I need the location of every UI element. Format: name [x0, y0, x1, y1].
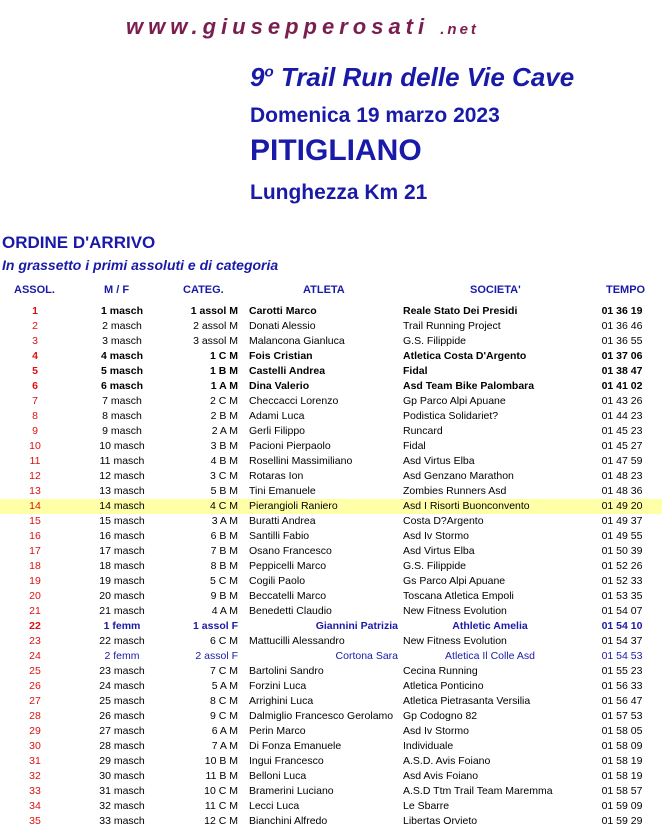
cell-categ: 8 C M	[209, 695, 238, 707]
cell-categ: 2 A M	[211, 425, 238, 437]
cell-atleta: Di Fonza Emanuele	[249, 740, 342, 752]
cell-tempo: 01 43 26	[601, 395, 643, 407]
table-row	[0, 319, 662, 334]
event-length: Lunghezza Km 21	[250, 181, 428, 204]
cell-tempo: 01 45 27	[601, 440, 643, 452]
cell-mf: 30 masch	[99, 770, 145, 782]
table-header	[0, 284, 662, 299]
cell-societa: Asd Genzano Marathon	[403, 470, 514, 482]
cell-atleta: Benedetti Claudio	[249, 605, 332, 617]
col-atleta: ATLETA	[303, 284, 345, 296]
cell-mf: 5 masch	[100, 365, 144, 377]
cell-mf: 22 masch	[99, 635, 145, 647]
cell-societa: G.S. Filippide	[403, 560, 467, 572]
cell-tempo: 01 37 06	[601, 350, 643, 362]
cell-atleta: Belloni Luca	[249, 770, 307, 782]
table-row	[0, 544, 662, 559]
cell-atleta: Donati Alessio	[249, 320, 316, 332]
event-place: PITIGLIANO	[250, 134, 422, 167]
cell-assol: 34	[29, 800, 41, 812]
cell-assol: 8	[32, 410, 38, 422]
cell-tempo: 01 47 59	[601, 455, 643, 467]
cell-societa: New Fitness Evolution	[403, 605, 507, 617]
cell-mf: 1 masch	[100, 305, 144, 317]
cell-assol: 15	[29, 515, 41, 527]
cell-categ: 2 assol F	[195, 650, 238, 662]
cell-tempo: 01 54 07	[601, 605, 643, 617]
cell-atleta: Beccatelli Marco	[249, 590, 327, 602]
cell-mf: 20 masch	[99, 590, 145, 602]
cell-mf: 10 masch	[99, 440, 145, 452]
cell-assol: 23	[29, 635, 41, 647]
results-table	[0, 304, 662, 829]
cell-atleta: Dalmiglio Francesco Gerolamo	[249, 710, 394, 722]
cell-categ: 4 A M	[211, 605, 238, 617]
cell-assol: 19	[29, 575, 41, 587]
cell-categ: 7 C M	[209, 665, 238, 677]
cell-societa: Reale Stato Dei Presidi	[403, 305, 518, 317]
cell-societa: Gp Parco Alpi Apuane	[403, 395, 506, 407]
cell-mf: 19 masch	[99, 575, 145, 587]
cell-assol: 17	[29, 545, 41, 557]
cell-mf: 23 masch	[99, 665, 145, 677]
cell-atleta: Arrighini Luca	[249, 695, 314, 707]
cell-societa: A.S.D. Avis Foiano	[403, 755, 491, 767]
cell-mf: 28 masch	[99, 740, 145, 752]
cell-tempo: 01 56 33	[601, 680, 643, 692]
col-tempo: TEMPO	[606, 284, 646, 296]
cell-societa: Asd Iv Stormo	[403, 530, 469, 542]
cell-assol: 21	[29, 605, 41, 617]
cell-tempo: 01 59 29	[601, 815, 643, 827]
cell-categ: 3 C M	[209, 470, 238, 482]
cell-categ: 6 B M	[210, 530, 238, 542]
cell-societa: Costa D?Argento	[403, 515, 484, 527]
cell-atleta: Bartolini Sandro	[249, 665, 324, 677]
table-row	[0, 559, 662, 574]
cell-assol: 24	[29, 650, 41, 662]
cell-societa: Gp Codogno 82	[403, 710, 478, 722]
cell-tempo: 01 58 05	[601, 725, 643, 737]
cell-assol: 1	[32, 305, 38, 317]
cell-tempo: 01 41 02	[601, 380, 643, 392]
table-row	[0, 694, 662, 709]
cell-atleta: Ingui Francesco	[249, 755, 324, 767]
cell-mf: 9 masch	[102, 425, 142, 437]
cell-mf: 2 masch	[102, 320, 142, 332]
cell-assol: 18	[29, 560, 41, 572]
table-row	[0, 364, 662, 379]
cell-mf: 17 masch	[99, 545, 145, 557]
cell-tempo: 01 48 36	[601, 485, 643, 497]
cell-tempo: 01 54 37	[601, 635, 643, 647]
cell-tempo: 01 52 26	[601, 560, 643, 572]
cell-tempo: 01 59 09	[601, 800, 643, 812]
site-url[interactable]	[126, 14, 479, 40]
event-date: Domenica 19 marzo 2023	[250, 104, 500, 127]
cell-tempo: 01 54 53	[601, 650, 643, 662]
cell-categ: 10 C M	[204, 785, 238, 797]
cell-societa: Asd Team Bike Palombara	[403, 380, 535, 392]
cell-tempo: 01 49 20	[601, 500, 643, 512]
cell-tempo: 01 45 23	[601, 425, 643, 437]
table-row	[0, 424, 662, 439]
cell-societa: Atletica Pietrasanta Versilia	[403, 695, 531, 707]
cell-atleta: Cortona Sara	[335, 650, 398, 662]
cell-tempo: 01 56 47	[601, 695, 643, 707]
cell-atleta: Dina Valerio	[249, 380, 310, 392]
cell-mf: 13 masch	[99, 485, 145, 497]
table-row	[0, 709, 662, 724]
cell-societa: Asd I Risorti Buonconvento	[403, 500, 530, 512]
cell-atleta: Malancona Gianluca	[249, 335, 345, 347]
cell-mf: 29 masch	[99, 755, 145, 767]
cell-atleta: Lecci Luca	[249, 800, 300, 812]
cell-categ: 1 A M	[210, 380, 238, 392]
cell-atleta: Giannini Patrizia	[315, 620, 398, 632]
table-row	[0, 334, 662, 349]
cell-societa: Individuale	[403, 740, 454, 752]
cell-tempo: 01 53 35	[601, 590, 643, 602]
cell-categ: 10 B M	[204, 755, 238, 767]
cell-societa: A.S.D Ttm Trail Team Maremma	[403, 785, 553, 797]
table-row	[0, 304, 662, 319]
cell-categ: 3 B M	[210, 440, 238, 452]
cell-societa: Athletic Amelia	[452, 620, 528, 632]
cell-atleta: Forzini Luca	[249, 680, 307, 692]
cell-assol: 26	[29, 680, 41, 692]
cell-societa: G.S. Filippide	[403, 335, 467, 347]
cell-societa: Atletica Costa D'Argento	[403, 350, 527, 362]
cell-categ: 5 C M	[209, 575, 238, 587]
cell-atleta: Perin Marco	[249, 725, 306, 737]
table-row	[0, 664, 662, 679]
col-societa: SOCIETA'	[470, 284, 521, 296]
cell-categ: 4 B M	[210, 455, 238, 467]
cell-mf: 6 masch	[100, 380, 144, 392]
cell-assol: 12	[29, 470, 41, 482]
cell-categ: 5 B M	[210, 485, 238, 497]
table-row	[0, 484, 662, 499]
table-row	[0, 379, 662, 394]
cell-mf: 12 masch	[99, 470, 145, 482]
cell-mf: 21 masch	[99, 605, 145, 617]
cell-societa: Toscana Atletica Empoli	[403, 590, 514, 602]
table-row	[0, 349, 662, 364]
cell-societa: Asd Iv Stormo	[403, 725, 469, 737]
table-row	[0, 769, 662, 784]
cell-categ: 3 assol M	[193, 335, 238, 347]
table-row	[0, 799, 662, 814]
cell-mf: 14 masch	[99, 500, 145, 512]
cell-mf: 26 masch	[99, 710, 145, 722]
cell-assol: 22	[29, 620, 41, 632]
table-row	[0, 574, 662, 589]
cell-atleta: Rotaras Ion	[249, 470, 304, 482]
cell-assol: 31	[29, 755, 41, 767]
cell-societa: Fidal	[403, 440, 426, 452]
cell-atleta: Bianchini Alfredo	[249, 815, 328, 827]
cell-assol: 9	[32, 425, 38, 437]
cell-mf: 24 masch	[99, 680, 145, 692]
cell-mf: 16 masch	[99, 530, 145, 542]
cell-atleta: Fois Cristian	[249, 350, 313, 362]
cell-atleta: Cogili Paolo	[249, 575, 306, 587]
col-assol: ASSOL.	[14, 284, 55, 296]
cell-assol: 10	[29, 440, 41, 452]
cell-tempo: 01 36 19	[601, 305, 643, 317]
table-row	[0, 529, 662, 544]
cell-tempo: 01 55 23	[601, 665, 643, 677]
cell-categ: 4 C M	[209, 500, 238, 512]
cell-tempo: 01 58 19	[601, 755, 643, 767]
cell-categ: 1 assol M	[190, 305, 238, 317]
section-heading: ORDINE D'ARRIVO	[2, 233, 156, 252]
cell-mf: 11 masch	[99, 455, 145, 467]
cell-tempo: 01 49 37	[601, 515, 643, 527]
cell-societa: New Fitness Evolution	[403, 635, 507, 647]
cell-tempo: 01 50 39	[601, 545, 643, 557]
cell-atleta: Buratti Andrea	[249, 515, 316, 527]
title-text: Trail Run delle Vie Cave	[273, 62, 575, 92]
cell-atleta: Checcacci Lorenzo	[249, 395, 339, 407]
cell-societa: Atletica Ponticino	[403, 680, 484, 692]
table-row	[0, 499, 662, 514]
cell-mf: 2 femm	[104, 650, 140, 662]
cell-categ: 1 C M	[209, 350, 238, 362]
cell-atleta: Peppicelli Marco	[249, 560, 327, 572]
cell-categ: 2 C M	[209, 395, 238, 407]
table-row	[0, 619, 662, 634]
cell-societa: Libertas Orvieto	[403, 815, 478, 827]
cell-assol: 28	[29, 710, 41, 722]
col-mf: M / F	[104, 284, 130, 296]
cell-categ: 2 assol M	[193, 320, 238, 332]
cell-atleta: Castelli Andrea	[249, 365, 326, 377]
cell-assol: 30	[29, 740, 41, 752]
cell-categ: 3 A M	[211, 515, 238, 527]
cell-categ: 12 C M	[204, 815, 238, 827]
cell-atleta: Carotti Marco	[249, 305, 317, 317]
cell-categ: 6 A M	[211, 725, 238, 737]
cell-categ: 6 C M	[209, 635, 238, 647]
site-name: www.giusepperosati	[126, 14, 430, 39]
cell-assol: 20	[29, 590, 41, 602]
cell-tempo: 01 44 23	[601, 410, 643, 422]
cell-categ: 7 A M	[211, 740, 238, 752]
cell-assol: 32	[29, 770, 41, 782]
cell-assol: 5	[32, 365, 38, 377]
cell-societa: Zombies Runners Asd	[403, 485, 507, 497]
cell-assol: 6	[32, 380, 38, 392]
cell-assol: 25	[29, 665, 41, 677]
cell-societa: Asd Avis Foiano	[403, 770, 479, 782]
table-row	[0, 784, 662, 799]
cell-mf: 18 masch	[99, 560, 145, 572]
title-ordinal: o	[264, 63, 274, 81]
table-row	[0, 514, 662, 529]
cell-categ: 1 assol F	[193, 620, 238, 632]
cell-assol: 16	[29, 530, 41, 542]
cell-tempo: 01 36 55	[601, 335, 643, 347]
cell-assol: 13	[29, 485, 41, 497]
cell-societa: Cecina Running	[403, 665, 478, 677]
cell-atleta: Adami Luca	[249, 410, 305, 422]
cell-societa: Le Sbarre	[403, 800, 450, 812]
cell-categ: 9 B M	[210, 590, 238, 602]
cell-assol: 29	[29, 725, 41, 737]
cell-categ: 2 B M	[210, 410, 238, 422]
cell-atleta: Bramerini Luciano	[249, 785, 334, 797]
cell-societa: Asd Virtus Elba	[403, 455, 475, 467]
table-row	[0, 454, 662, 469]
cell-tempo: 01 48 23	[601, 470, 643, 482]
cell-societa: Atletica Il Colle Asd	[445, 650, 535, 662]
cell-tempo: 01 58 57	[601, 785, 643, 797]
cell-categ: 8 B M	[210, 560, 238, 572]
cell-assol: 7	[32, 395, 38, 407]
cell-categ: 11 C M	[204, 800, 238, 812]
cell-tempo: 01 58 19	[601, 770, 643, 782]
table-row	[0, 589, 662, 604]
table-row	[0, 409, 662, 424]
table-row	[0, 439, 662, 454]
cell-assol: 27	[29, 695, 41, 707]
event-title	[250, 62, 574, 93]
cell-categ: 9 C M	[209, 710, 238, 722]
cell-societa: Asd Virtus Elba	[403, 545, 475, 557]
cell-societa: Podistica Solidariet?	[403, 410, 499, 422]
table-row	[0, 754, 662, 769]
cell-societa: Gs Parco Alpi Apuane	[403, 575, 506, 587]
cell-mf: 15 masch	[99, 515, 145, 527]
cell-atleta: Osano Francesco	[249, 545, 332, 557]
cell-assol: 33	[29, 785, 41, 797]
cell-tempo: 01 38 47	[601, 365, 643, 377]
cell-atleta: Pierangioli Raniero	[249, 500, 338, 512]
cell-atleta: Gerli Filippo	[249, 425, 306, 437]
cell-atleta: Mattucilli Alessandro	[249, 635, 345, 647]
table-row	[0, 739, 662, 754]
cell-categ: 5 A M	[211, 680, 238, 692]
section-note: In grassetto i primi assoluti e di categoria	[2, 257, 279, 273]
cell-mf: 8 masch	[102, 410, 142, 422]
table-row	[0, 469, 662, 484]
cell-assol: 4	[32, 350, 38, 362]
site-ext: .net	[440, 21, 479, 38]
col-categ: CATEG.	[183, 284, 224, 296]
cell-mf: 33 masch	[99, 815, 145, 827]
cell-assol: 3	[32, 335, 38, 347]
table-row	[0, 724, 662, 739]
cell-assol: 14	[29, 500, 41, 512]
cell-atleta: Santilli Fabio	[249, 530, 310, 542]
cell-societa: Fidal	[403, 365, 428, 377]
table-row	[0, 634, 662, 649]
cell-categ: 11 B M	[205, 770, 238, 782]
cell-atleta: Tini Emanuele	[249, 485, 316, 497]
cell-tempo: 01 57 53	[601, 710, 643, 722]
cell-atleta: Pacioni Pierpaolo	[249, 440, 331, 452]
table-row	[0, 649, 662, 664]
cell-assol: 2	[32, 320, 38, 332]
table-row	[0, 814, 662, 829]
table-row	[0, 604, 662, 619]
cell-mf: 31 masch	[99, 785, 145, 797]
cell-mf: 1 femm	[103, 620, 141, 632]
cell-tempo: 01 58 09	[601, 740, 643, 752]
cell-tempo: 01 36 46	[601, 320, 643, 332]
table-row	[0, 679, 662, 694]
cell-mf: 25 masch	[99, 695, 145, 707]
cell-mf: 7 masch	[102, 395, 142, 407]
cell-tempo: 01 54 10	[601, 620, 643, 632]
cell-mf: 4 masch	[100, 350, 144, 362]
cell-tempo: 01 49 55	[601, 530, 643, 542]
cell-atleta: Rosellini Massimiliano	[249, 455, 353, 467]
cell-societa: Trail Running Project	[403, 320, 501, 332]
cell-mf: 27 masch	[99, 725, 145, 737]
cell-societa: Runcard	[403, 425, 443, 437]
title-number: 9	[250, 62, 265, 92]
cell-tempo: 01 52 33	[601, 575, 643, 587]
cell-mf: 3 masch	[102, 335, 142, 347]
cell-assol: 11	[29, 455, 41, 467]
cell-categ: 7 B M	[210, 545, 238, 557]
table-row	[0, 394, 662, 409]
cell-categ: 1 B M	[209, 365, 238, 377]
cell-assol: 35	[29, 815, 41, 827]
cell-mf: 32 masch	[99, 800, 145, 812]
